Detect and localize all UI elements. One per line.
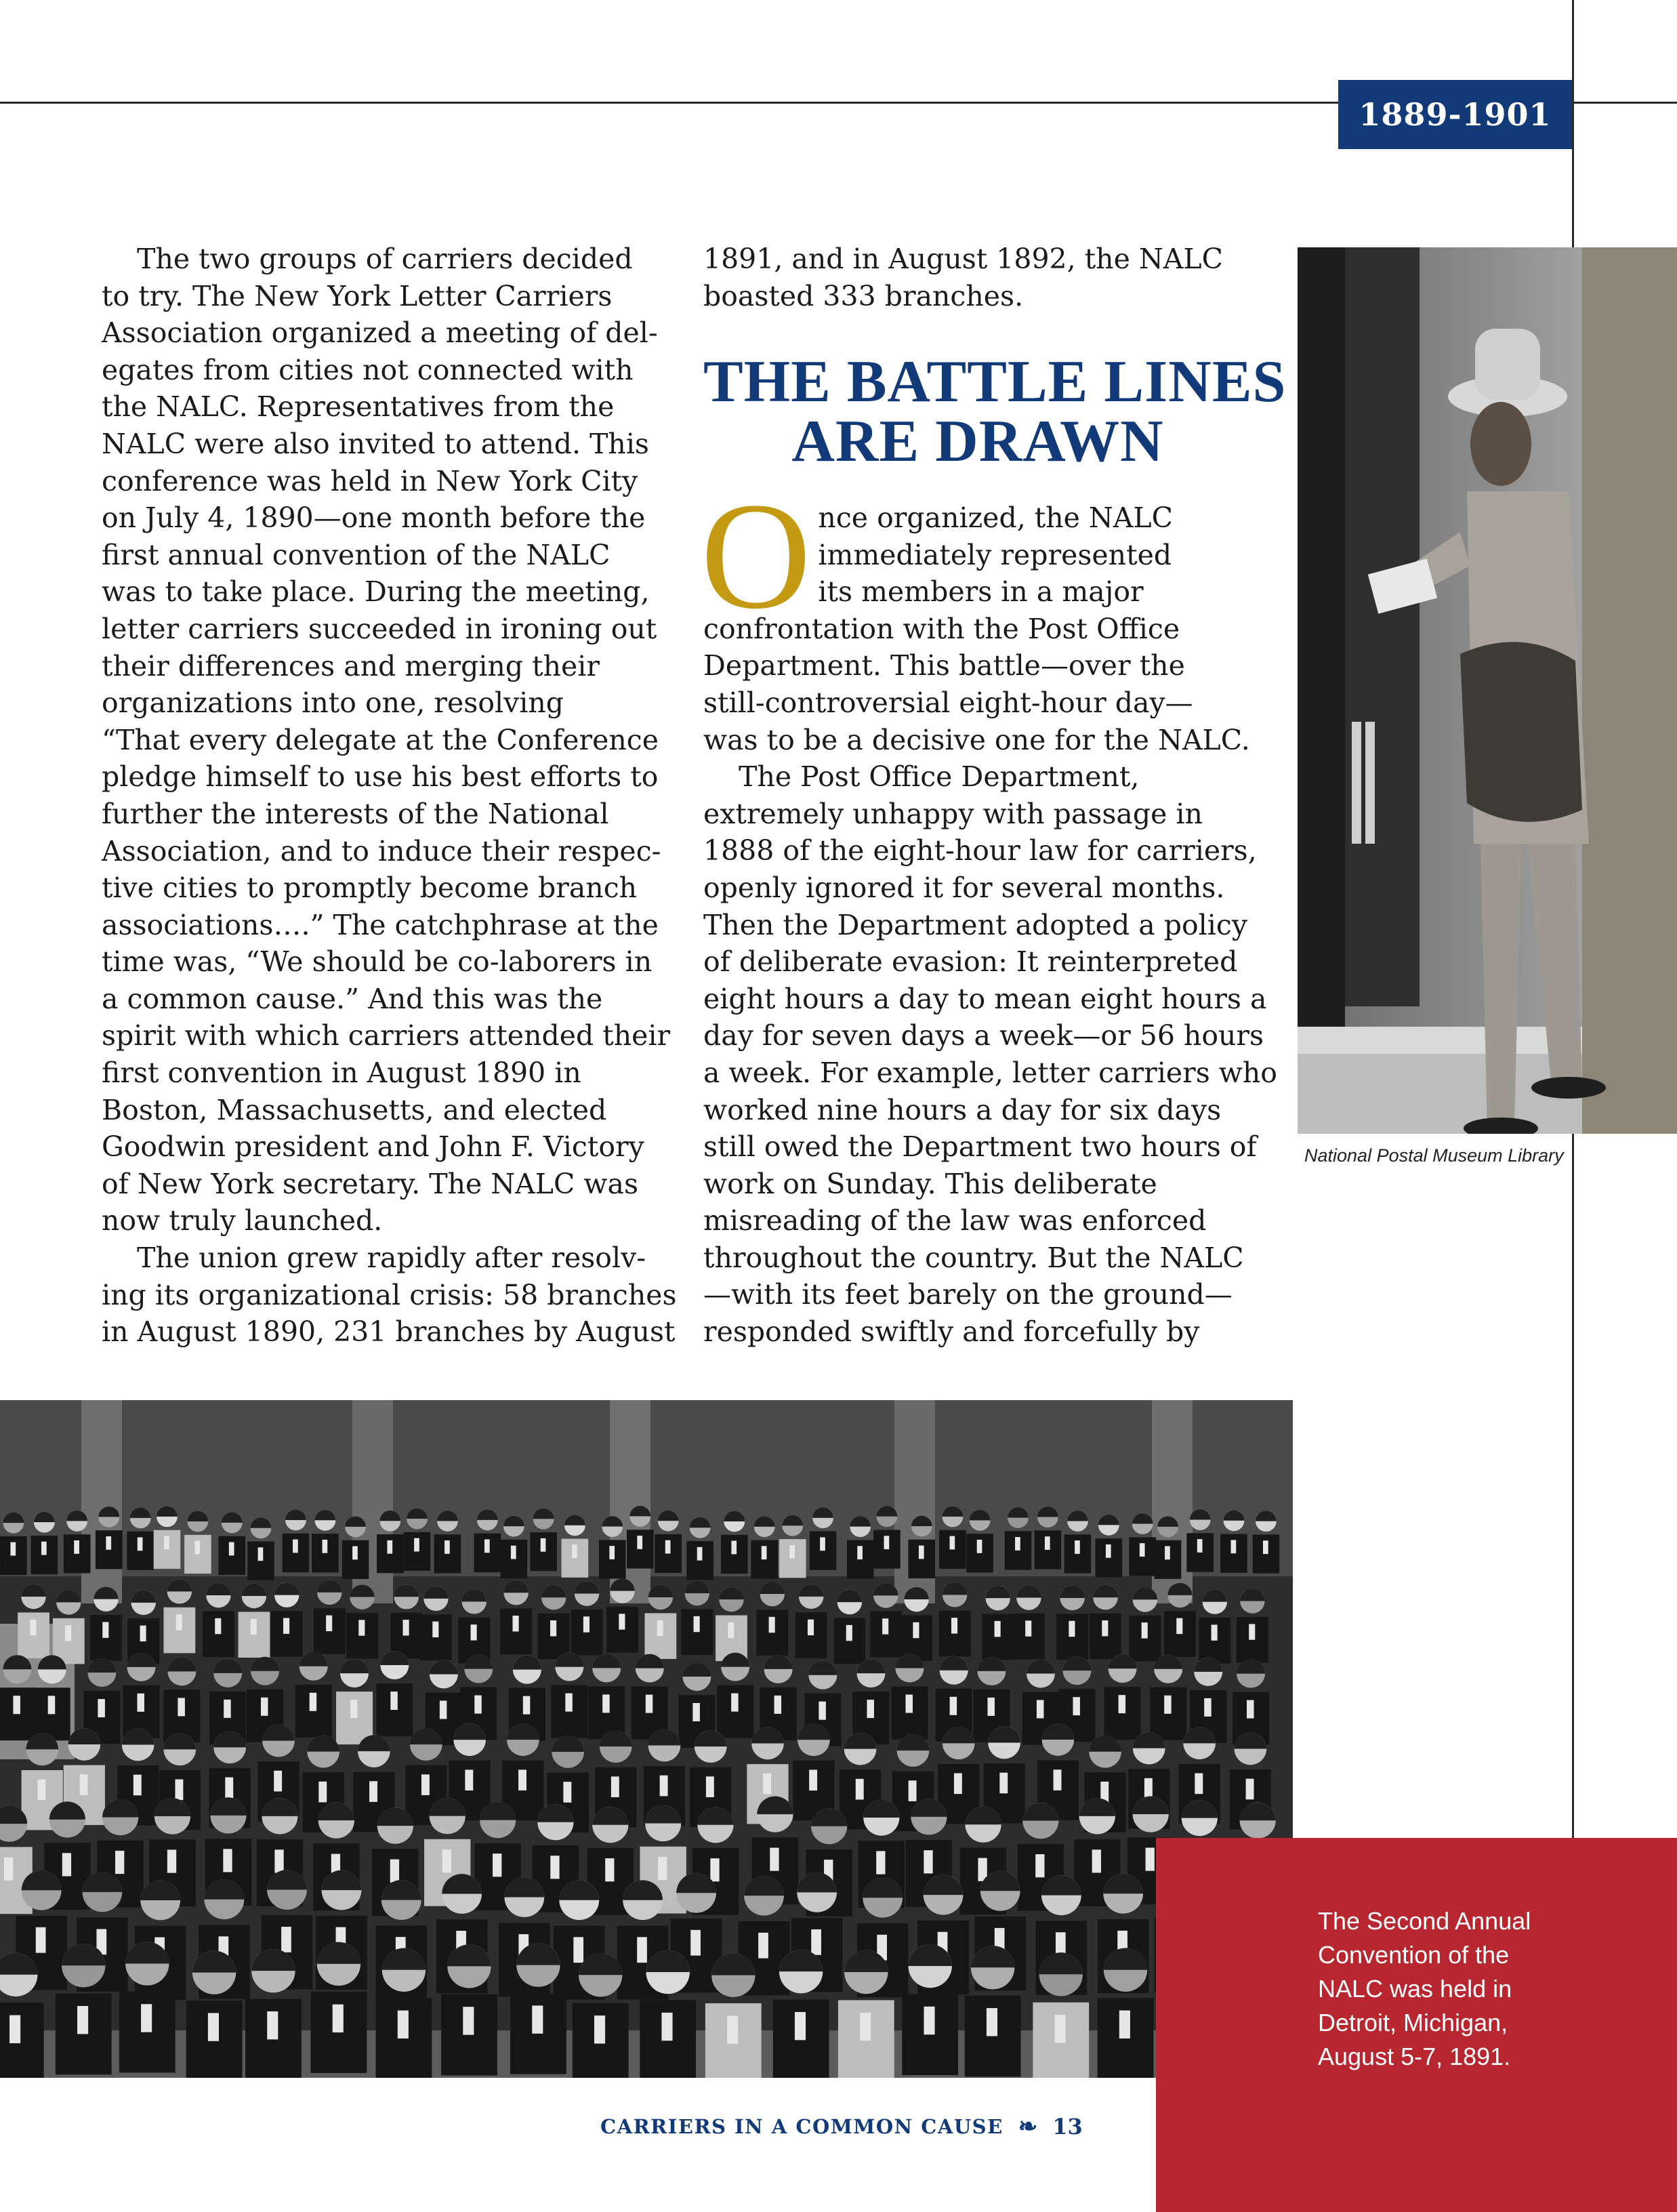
body-text-line: eight hours a day to mean eight hours a: [703, 982, 1267, 1015]
body-text-line: first convention in August 1890 in: [102, 1057, 581, 1090]
headline-line-2: ARE DRAWN: [791, 409, 1164, 474]
headline-line-1: THE BATTLE LINES: [703, 349, 1287, 415]
photo-credit: National Postal Museum Library: [1304, 1145, 1564, 1166]
year-range-tab: [1338, 80, 1572, 149]
body-text-line: tive cities to promptly become branch: [102, 872, 638, 905]
convention-illustration: [0, 1400, 1293, 2078]
footer-title: CARRIERS IN A COMMON CAUSE: [600, 2115, 1003, 2138]
body-text-line: The Post Office Department,: [703, 760, 1140, 794]
photo-caption: [1318, 1904, 1657, 2074]
body-text-line: Then the Department adopted a policy: [703, 908, 1247, 941]
body-text-line: extremely unhappy with passage in: [703, 797, 1203, 830]
body-text-line: 1891, and in August 1892, the NALC: [703, 243, 1223, 275]
year-range: 1889-1901: [1359, 96, 1552, 133]
body-text-line: associations….” The catchphrase at the: [102, 908, 659, 941]
body-text-line: “That every delegate at the Conference: [102, 723, 659, 756]
body-text-line: NALC were also invited to attend. This: [102, 427, 649, 460]
body-text-line: Department. This battle—over the: [703, 649, 1185, 682]
letter-carrier-illustration: [1298, 247, 1677, 1134]
letter-carrier-photo: [1298, 247, 1677, 1134]
body-text-line: in August 1890, 231 branches by August: [102, 1315, 676, 1349]
body-text-line: letter carriers succeeded in ironing out: [102, 612, 657, 645]
body-text-line: was to be a decisive one for the NALC.: [703, 723, 1250, 756]
page-number: 13: [1052, 2114, 1083, 2139]
column-right-intro: [703, 241, 1259, 314]
body-text-line: on July 4, 1890—one month before the: [102, 501, 646, 535]
body-text-line: day for seven days a week—or 56 hours: [703, 1019, 1264, 1052]
body-text-line: further the interests of the National: [102, 797, 609, 830]
body-text-line: Boston, Massachusetts, and elected: [102, 1093, 607, 1126]
body-text-line: their differences and merging their: [102, 649, 600, 682]
body-text-line: Goodwin president and John F. Victory: [102, 1130, 644, 1164]
drop-cap: O: [701, 471, 812, 640]
body-text-line: organizations into one, resolving: [102, 687, 564, 720]
caption-line: Convention of the: [1318, 1941, 1510, 1969]
body-text-line: time was, “We should be co-laborers in: [102, 945, 653, 979]
body-text-line: openly ignored it for several months.: [703, 871, 1225, 904]
body-text-line: its members in a major: [703, 575, 1144, 609]
body-text-line: throughout the country. But the NALC: [703, 1241, 1244, 1274]
body-text-line: work on Sunday. This deliberate: [703, 1167, 1157, 1200]
body-text-line: a common cause.” And this was the: [102, 982, 603, 1015]
caption-line: NALC was held in: [1318, 1975, 1512, 2003]
body-text-line: was to take place. During the meeting,: [102, 575, 650, 609]
body-text-line: the NALC. Representatives from the: [102, 390, 615, 424]
body-text-line: responded swiftly and forcefully by: [703, 1315, 1200, 1349]
caption-line: The Second Annual: [1318, 1907, 1531, 1935]
body-text-line: nce organized, the NALC: [703, 501, 1174, 534]
body-text-line: still owed the Department two hours of: [703, 1130, 1257, 1164]
body-text-line: conference was held in New York City: [102, 464, 638, 497]
convention-group-photo: [0, 1400, 1293, 2078]
column-left: [102, 241, 677, 1351]
body-text-line: The union grew rapidly after resolv-: [102, 1242, 646, 1275]
body-text-line: Association, and to induce their respec-: [102, 834, 661, 867]
page-footer: [600, 2113, 1083, 2140]
section-headline: [703, 349, 1287, 474]
body-text-line: of New York secretary. The NALC was: [102, 1167, 638, 1200]
body-text-line: worked nine hours a day for six days: [703, 1093, 1222, 1126]
body-text-line: confrontation with the Post Office: [703, 612, 1180, 645]
body-text-line: boasted 333 branches.: [703, 279, 1024, 312]
body-text-line: misreading of the law was enforced: [703, 1204, 1207, 1237]
body-text-line: a week. For example, letter carriers who: [703, 1056, 1277, 1089]
body-text-line: —with its feet barely on the ground—: [703, 1278, 1233, 1311]
caption-line: August 5-7, 1891.: [1318, 2043, 1511, 2070]
leaf-ornament-icon: ❧: [1018, 2113, 1038, 2140]
body-text-line: egates from cities not connected with: [102, 353, 634, 386]
body-text-line: still-controversial eight-hour day—: [703, 686, 1193, 719]
body-text-line: ing its organizational crisis: 58 branches: [102, 1278, 677, 1311]
caption-line: Detroit, Michigan,: [1318, 2009, 1508, 2036]
body-text-line: of deliberate evasion: It reinterpreted: [703, 945, 1238, 979]
body-text-line: to try. The New York Letter Carriers: [102, 279, 613, 312]
body-text-line: The two groups of carriers decided: [102, 243, 633, 275]
body-text-line: pledge himself to use his best efforts to: [102, 760, 659, 794]
body-text-line: spirit with which carriers attended their: [102, 1019, 671, 1052]
body-text-line: first annual convention of the NALC: [102, 538, 610, 571]
body-text-line: now truly launched.: [102, 1204, 383, 1237]
body-text-line: Association organized a meeting of del-: [102, 316, 658, 350]
column-right-body: [703, 499, 1277, 1351]
body-text-line: immediately represented: [703, 538, 1172, 571]
body-text-line: 1888 of the eight-hour law for carriers,: [703, 834, 1257, 867]
